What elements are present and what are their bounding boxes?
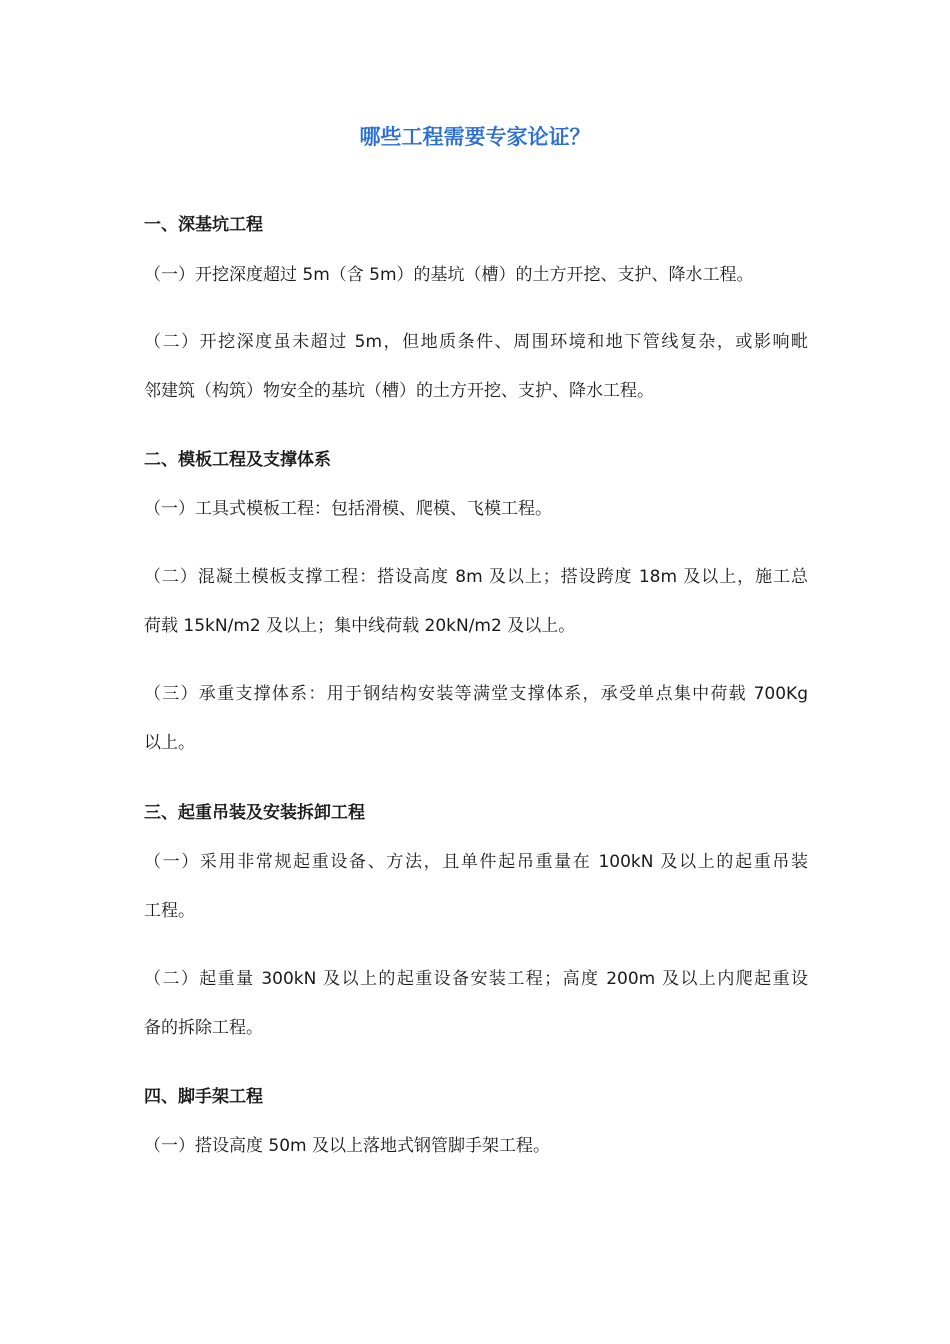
section-heading-1: 一、深基坑工程 xyxy=(144,215,263,235)
paragraph-line: （一）搭设高度 50m 及以上落地式钢管脚手架工程。 xyxy=(144,1136,550,1156)
paragraph-line: 邻建筑（构筑）物安全的基坑（槽）的土方开挖、支护、降水工程。 xyxy=(144,381,654,401)
paragraph-line: （三）承重支撑体系：用于钢结构安装等满堂支撑体系，承受单点集中荷载 700Kg xyxy=(144,684,808,704)
paragraph-2-2 xyxy=(144,553,808,651)
paragraph-line: 以上。 xyxy=(144,733,195,753)
paragraph-3-2 xyxy=(144,955,808,1053)
paragraph-1-2 xyxy=(144,318,808,416)
paragraph-4-1 xyxy=(144,1122,808,1171)
paragraph-line: （一）开挖深度超过 5m（含 5m）的基坑（槽）的土方开挖、支护、降水工程。 xyxy=(144,265,754,285)
paragraph-line: （一）工具式模板工程：包括滑模、爬模、飞模工程。 xyxy=(144,499,552,519)
paragraph-line: （二）开挖深度虽未超过 5m，但地质条件、周围环境和地下管线复杂，或影响毗 xyxy=(144,332,808,352)
paragraph-line: （二）起重量 300kN 及以上的起重设备安装工程；高度 200m 及以上内爬起重设 xyxy=(144,969,808,989)
paragraph-2-1 xyxy=(144,485,808,534)
paragraph-line: 工程。 xyxy=(144,901,195,921)
section-heading-2: 二、模板工程及支撑体系 xyxy=(144,450,331,470)
section-heading-4: 四、脚手架工程 xyxy=(144,1087,263,1107)
paragraph-line: （二）混凝土模板支撑工程：搭设高度 8m 及以上；搭设跨度 18m 及以上，施工总 xyxy=(144,567,808,587)
section-heading-3: 三、起重吊装及安装拆卸工程 xyxy=(144,803,365,823)
paragraph-line: 备的拆除工程。 xyxy=(144,1018,263,1038)
page-title: 哪些工程需要专家论证？ xyxy=(359,125,591,149)
paragraph-3-1 xyxy=(144,838,808,936)
paragraph-line: 荷载 15kN/m2 及以上；集中线荷载 20kN/m2 及以上。 xyxy=(144,616,576,636)
paragraph-line: （一）采用非常规起重设备、方法，且单件起吊重量在 100kN 及以上的起重吊装 xyxy=(144,852,808,872)
paragraph-1-1 xyxy=(144,251,808,300)
paragraph-2-3 xyxy=(144,670,808,768)
